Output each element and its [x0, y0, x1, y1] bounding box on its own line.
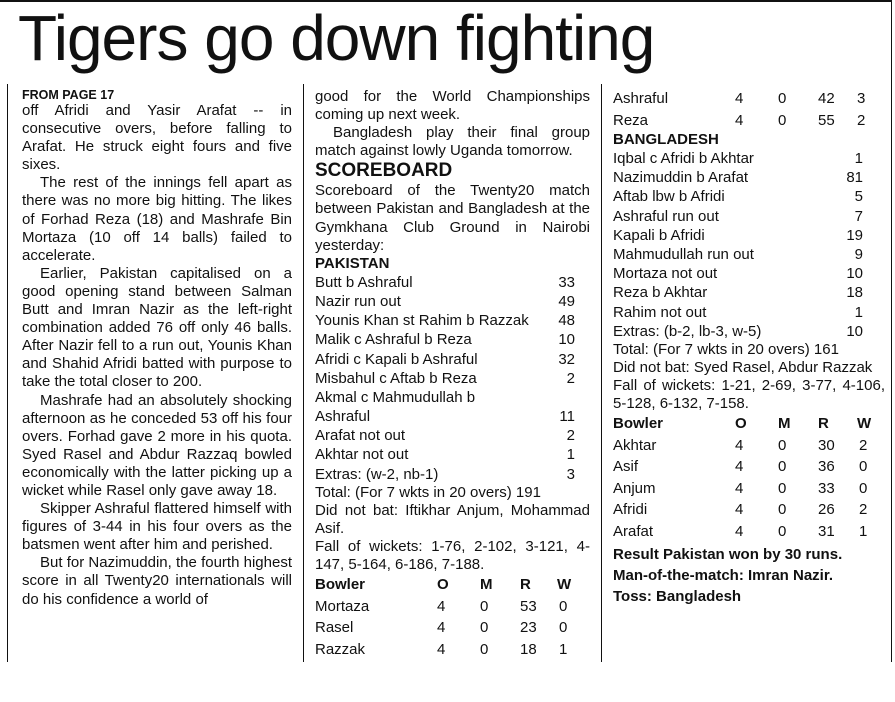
- article-column-2: [315, 88, 590, 660]
- bowler-runs: 53: [520, 597, 537, 615]
- scoreboard-intro: Scoreboard of the Twenty20 match between Pakistan and Bangladesh at the Gymkhana Club Ground in Nairobi yesterday:: [315, 182, 590, 254]
- bowling-row: [613, 499, 885, 521]
- article-paragraph: Mashrafe had an absolutely shocking afternoon as he conceded 53 off his four overs. Forhad gave 2 more in his quota. Syed Rasel and Abdur Razzaq bowled economically with the latter picking up a wicket while Rasel only gave away 18.: [22, 391, 292, 499]
- bowler-overs: 4: [735, 111, 744, 129]
- bowling-row: [613, 110, 885, 132]
- batsman-name: Mortaza not out: [613, 265, 718, 283]
- batsman-runs: 1: [854, 150, 863, 167]
- batting-row: [613, 303, 885, 322]
- pakistan-did-not-bat: Did not bat: Iftikhar Anjum, Mohammad Asif.: [315, 501, 590, 537]
- batting-row: [613, 149, 885, 168]
- headline: Tigers go down fighting: [18, 2, 655, 74]
- batsman-runs: 18: [846, 284, 863, 302]
- bangladesh-bowling-list-part2: [613, 88, 885, 131]
- batsman-name: Reza b Akhtar: [613, 284, 708, 302]
- bowler-overs: 4: [735, 436, 744, 454]
- bowler-runs: 55: [818, 111, 835, 129]
- batsman-name: Iqbal c Afridi b Akhtar: [613, 150, 754, 167]
- batsman-runs: 2: [566, 369, 575, 387]
- batsman-runs: 1: [854, 303, 863, 321]
- bowler-maidens: 0: [778, 436, 787, 454]
- batsman-runs: 19: [846, 226, 863, 244]
- bowler-runs: 33: [818, 479, 835, 497]
- batsman-name: Nazimuddin b Arafat: [613, 169, 749, 187]
- article-column-3: [613, 88, 885, 607]
- article-paragraph: off Afridi and Yasir Arafat -- in consecutive overs, before falling to Arafat. He struck eight fours and five sixes.: [22, 102, 292, 174]
- bangladesh-did-not-bat: Did not bat: Syed Rasel, Abdur Razzak: [613, 358, 873, 376]
- batting-row: [613, 264, 885, 283]
- wickets-col-label: W: [857, 415, 872, 433]
- wickets-col-label: W: [557, 576, 572, 594]
- bowler-col-label: Bowler: [613, 415, 664, 433]
- batsman-runs: 11: [559, 408, 575, 426]
- scoreboard-heading: SCOREBOARD: [315, 160, 453, 182]
- batting-row: [315, 426, 590, 445]
- bowling-row: [613, 435, 885, 457]
- batsman-name: Extras: (w-2, nb-1): [315, 465, 439, 483]
- batsman-name: Ashraful run out: [613, 207, 719, 225]
- batting-row: [315, 369, 590, 388]
- bowler-overs: 4: [735, 458, 744, 476]
- bowler-maidens: 0: [778, 458, 787, 476]
- bowler-name: Ashraful: [613, 90, 669, 107]
- batsman-runs: 5: [854, 188, 863, 206]
- bowling-row: [613, 478, 885, 500]
- bowler-name: Razzak: [315, 640, 366, 658]
- bowler-wickets: 0: [559, 597, 568, 615]
- bowler-wickets: 0: [859, 458, 868, 476]
- bowler-name: Afridi: [613, 501, 648, 519]
- bowler-maidens: 0: [480, 597, 489, 615]
- batsman-name: Nazir run out: [315, 292, 401, 310]
- bowler-wickets: 2: [859, 501, 868, 519]
- bowler-overs: 4: [735, 522, 744, 540]
- pakistan-bowling-list: [613, 435, 885, 543]
- batsman-name: Arafat not out: [315, 427, 406, 445]
- bowler-wickets: 0: [559, 619, 568, 637]
- batsman-name: Aftab lbw b Afridi: [613, 188, 725, 206]
- bowler-maidens: 0: [778, 111, 787, 129]
- bowler-maidens: 0: [480, 619, 489, 637]
- bangladesh-batting-list: [613, 149, 885, 341]
- batting-row: [315, 330, 590, 349]
- batsman-name: Ashraful: [315, 408, 371, 426]
- bowler-wickets: 0: [859, 479, 868, 497]
- batsman-name: Younis Khan st Rahim b Razzak: [315, 312, 529, 330]
- batting-row: [613, 245, 885, 264]
- batsman-runs: 1: [566, 446, 575, 464]
- batsman-name: Mahmudullah run out: [613, 245, 754, 263]
- batting-row: [613, 207, 885, 226]
- maidens-col-label: M: [480, 576, 493, 594]
- bowler-overs: 4: [735, 90, 744, 107]
- batting-row: [315, 292, 590, 311]
- bowler-maidens: 0: [778, 479, 787, 497]
- runs-col-label: R: [818, 415, 829, 433]
- batsman-runs: 49: [558, 292, 575, 310]
- overs-col-label: O: [735, 415, 747, 433]
- batsman-runs: 81: [846, 169, 863, 187]
- batsman-runs: 10: [558, 331, 575, 349]
- batting-row: [613, 187, 885, 206]
- bowler-overs: 4: [437, 597, 446, 615]
- batsman-name: Extras: (b-2, lb-3, w-5): [613, 322, 762, 340]
- batsman-name: Misbahul c Aftab b Reza: [315, 369, 477, 387]
- batting-row: [613, 322, 885, 341]
- bangladesh-fall-of-wickets: Fall of wickets: 1-21, 2-69, 3-77, 4-106, 5-128, 6-132, 7-158.: [613, 377, 885, 413]
- bowler-name: Reza: [613, 111, 649, 129]
- bowler-runs: 36: [818, 458, 835, 476]
- bowler-runs: 26: [818, 501, 835, 519]
- batting-row: [613, 168, 885, 187]
- bowler-runs: 30: [818, 436, 835, 454]
- batsman-name: Malik c Ashraful b Reza: [315, 331, 472, 349]
- toss-result: Toss: Bangladesh: [613, 588, 742, 606]
- pakistan-fall-of-wickets: Fall of wickets: 1-76, 2-102, 3-121, 4-147, 5-164, 6-186, 7-188.: [315, 538, 590, 574]
- batsman-name: Afridi c Kapali b Ashraful: [315, 350, 478, 368]
- bowling-row: [613, 88, 885, 110]
- batsman-name: Akmal c Mahmudullah b: [315, 388, 476, 406]
- batsman-runs: 9: [854, 245, 863, 263]
- man-of-the-match: Man-of-the-match: Imran Nazir.: [613, 567, 834, 585]
- bangladesh-bowling-list-part1: [315, 596, 590, 661]
- right-rule: [891, 0, 892, 662]
- bowler-overs: 4: [735, 501, 744, 519]
- bowler-name: Arafat: [613, 522, 654, 540]
- batsman-runs: 10: [846, 265, 863, 283]
- overs-col-label: O: [437, 576, 449, 594]
- batsman-name: Kapali b Afridi: [613, 226, 705, 244]
- bowling-row: [315, 639, 590, 661]
- article-paragraph: Skipper Ashraful flattered himself with figures of 3-44 in his four overs as the batsmen went after him and perished.: [22, 500, 292, 554]
- runs-col-label: R: [520, 576, 531, 594]
- team-bangladesh-heading: BANGLADESH: [613, 131, 719, 148]
- column-rule-left: [7, 84, 8, 662]
- bowler-wickets: 1: [559, 640, 568, 658]
- article-paragraph: The rest of the innings fell apart as there was no more big hitting. The likes of Forhad Reza (18) and Mashrafe Bin Mortaza (10 off 14 balls) failed to accelerate.: [22, 174, 292, 264]
- bowler-name: Rasel: [315, 619, 354, 637]
- bowler-overs: 4: [437, 619, 446, 637]
- batting-row: [613, 283, 885, 302]
- batsman-name: Rahim not out: [613, 303, 707, 321]
- article-paragraph: good for the World Championships coming up next week.: [315, 88, 590, 124]
- pakistan-batting-list: [315, 273, 590, 484]
- batting-row: [315, 350, 590, 369]
- batting-row: [315, 273, 590, 292]
- bowling-row: [613, 456, 885, 478]
- bowler-wickets: 3: [857, 90, 866, 107]
- bowler-wickets: 2: [859, 436, 868, 454]
- bowler-maidens: 0: [778, 90, 787, 107]
- match-result: Result Pakistan won by 30 runs.: [613, 546, 843, 564]
- bowling-row: [315, 596, 590, 618]
- bowler-name: Anjum: [613, 479, 656, 497]
- article-column-1: [22, 88, 292, 609]
- article-paragraph: But for Nazimuddin, the fourth highest score in all Twenty20 internationals will do his confidence a world of: [22, 554, 292, 608]
- batting-row: [315, 465, 590, 484]
- bowler-name: Asif: [613, 458, 639, 476]
- bowler-wickets: 1: [859, 522, 868, 540]
- batsman-runs: 10: [846, 322, 863, 340]
- bowler-maidens: 0: [778, 522, 787, 540]
- bowler-maidens: 0: [778, 501, 787, 519]
- bowling-header: [315, 574, 590, 596]
- bowler-runs: 42: [818, 90, 835, 107]
- bowler-name: Mortaza: [315, 597, 370, 615]
- bowler-runs: 18: [520, 640, 537, 658]
- batting-row: [315, 388, 590, 407]
- batsman-runs: 7: [854, 207, 863, 225]
- bowler-wickets: 2: [857, 111, 866, 129]
- batting-row: [613, 226, 885, 245]
- bowler-overs: 4: [735, 479, 744, 497]
- batsman-runs: 33: [558, 273, 575, 291]
- bowler-maidens: 0: [480, 640, 489, 658]
- batsman-name: Butt b Ashraful: [315, 273, 413, 291]
- maidens-col-label: M: [778, 415, 791, 433]
- batsman-runs: 32: [558, 350, 575, 368]
- bowling-row: [613, 521, 885, 543]
- batting-row: [315, 445, 590, 464]
- bowler-overs: 4: [437, 640, 446, 658]
- article-paragraph: Earlier, Pakistan capitalised on a good opening stand between Salman Butt and Imran Nazir as the left-right combination added 76 off only 46 balls. After Nazir fell to a run out, Younis Khan and Shahid Afridi batted with purpose to take the total closer to 200.: [22, 264, 292, 391]
- batsman-runs: 3: [566, 465, 575, 483]
- team-pakistan-heading: PAKISTAN: [315, 254, 390, 272]
- batting-row: [315, 311, 590, 330]
- column-rule-1: [303, 84, 304, 662]
- from-page-label: FROM PAGE 17: [22, 88, 115, 102]
- batsman-runs: 2: [566, 427, 575, 445]
- pakistan-total: Total: (For 7 wkts in 20 overs) 191: [315, 483, 541, 501]
- article-paragraph: Bangladesh play their final group match against lowly Uganda tomorrow.: [315, 124, 590, 160]
- bowling-header: [613, 413, 885, 435]
- batsman-name: Akhtar not out: [315, 446, 409, 464]
- bowling-row: [315, 617, 590, 639]
- bowler-runs: 23: [520, 619, 537, 637]
- batting-row: [315, 407, 590, 426]
- batsman-runs: 48: [558, 312, 575, 330]
- column-rule-2: [601, 84, 602, 662]
- bowler-runs: 31: [818, 522, 835, 540]
- bowler-col-label: Bowler: [315, 576, 366, 594]
- bowler-name: Akhtar: [613, 436, 657, 454]
- bangladesh-total: Total: (For 7 wkts in 20 overs) 161: [613, 340, 839, 358]
